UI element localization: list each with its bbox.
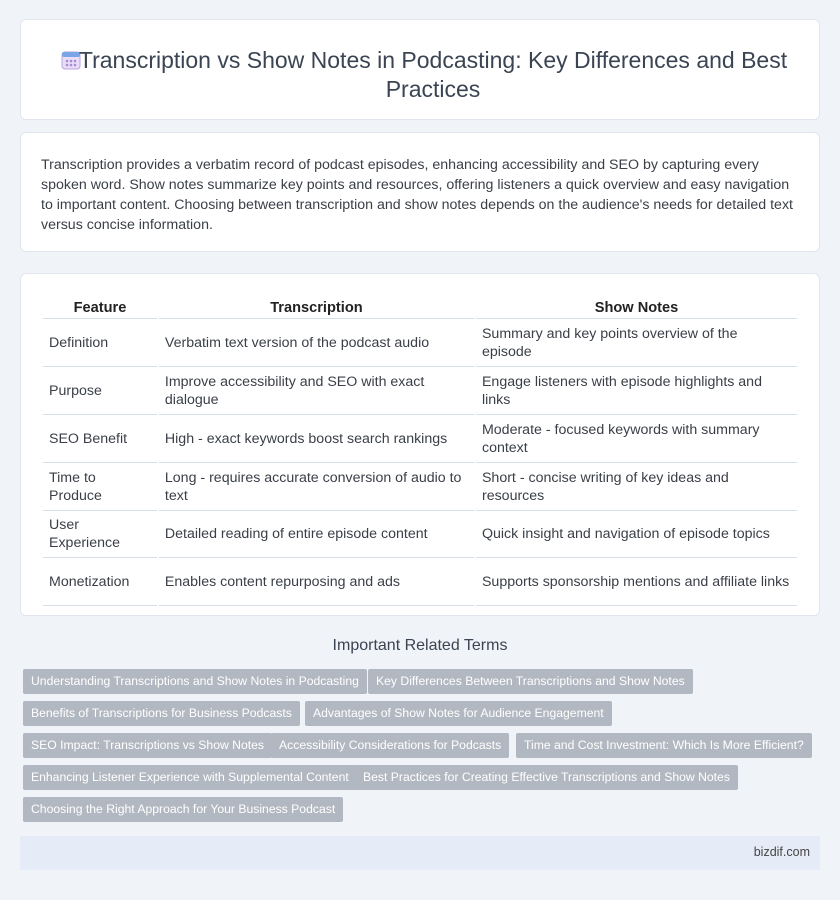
header-card	[20, 19, 820, 120]
cell-feature: SEO Benefit	[43, 415, 157, 463]
page-title: Transcription vs Show Notes in Podcasting: Key Differences and Best Practices	[78, 47, 788, 102]
header-transcription: Transcription	[159, 294, 474, 319]
table-row	[43, 319, 797, 367]
related-term-tag[interactable]: Choosing the Right Approach for Your Business Podcast	[23, 797, 343, 822]
related-term-tag[interactable]: Enhancing Listener Experience with Supplemental Content	[23, 765, 357, 790]
cell-feature: Monetization	[43, 558, 157, 606]
cell-show-notes: Supports sponsorship mentions and affiliate links	[476, 558, 797, 606]
header-feature: Feature	[43, 294, 157, 319]
cell-transcription: Verbatim text version of the podcast audio	[159, 319, 474, 367]
table-row	[43, 415, 797, 463]
cell-feature: User Experience	[43, 511, 157, 558]
table-header-row	[43, 294, 797, 319]
related-terms-heading: Important Related Terms	[332, 637, 508, 654]
related-term-tag[interactable]: Benefits of Transcriptions for Business Podcasts	[23, 701, 300, 726]
table-row	[43, 367, 797, 415]
comparison-table	[41, 294, 799, 606]
cell-feature: Purpose	[43, 367, 157, 415]
related-term-tag[interactable]: Understanding Transcriptions and Show Notes in Podcasting	[23, 669, 367, 694]
cell-show-notes: Quick insight and navigation of episode topics	[476, 511, 797, 558]
cell-transcription: Enables content repurposing and ads	[159, 558, 474, 606]
related-term-tag[interactable]: SEO Impact: Transcriptions vs Show Notes	[23, 733, 272, 758]
cell-transcription: High - exact keywords boost search rankings	[159, 415, 474, 463]
related-term-tag[interactable]: Time and Cost Investment: Which Is More Efficient?	[516, 733, 812, 758]
table-row	[43, 463, 797, 511]
cell-show-notes: Moderate - focused keywords with summary context	[476, 415, 797, 463]
related-term-tag[interactable]: Key Differences Between Transcriptions and Show Notes	[368, 669, 693, 694]
footer-site-link[interactable]: bizdif.com	[753, 845, 810, 859]
table-row	[43, 558, 797, 606]
table-row	[43, 511, 797, 558]
cell-transcription: Improve accessibility and SEO with exact dialogue	[159, 367, 474, 415]
intro-card	[20, 132, 820, 252]
related-term-tag[interactable]: Accessibility Considerations for Podcasts	[271, 733, 509, 758]
intro-paragraph: Transcription provides a verbatim record of podcast episodes, enhancing accessibility and SEO by capturing every spoken word. Show notes summarize key points and resources, offering listeners a quick overview and easy navigation to important content. Choosing between transcription and show notes depends on the audience's needs for detailed text versus concise information.	[41, 157, 793, 233]
footer	[20, 836, 820, 870]
cell-feature: Time to Produce	[43, 463, 157, 511]
cell-show-notes: Short - concise writing of key ideas and resources	[476, 463, 797, 511]
related-term-tag[interactable]: Best Practices for Creating Effective Transcriptions and Show Notes	[355, 765, 738, 790]
header-show-notes: Show Notes	[476, 294, 797, 319]
comparison-table-card	[20, 273, 820, 616]
related-term-tag[interactable]: Advantages of Show Notes for Audience Engagement	[305, 701, 612, 726]
cell-transcription: Long - requires accurate conversion of audio to text	[159, 463, 474, 511]
cell-show-notes: Summary and key points overview of the episode	[476, 319, 797, 367]
cell-feature: Definition	[43, 319, 157, 367]
cell-show-notes: Engage listeners with episode highlights and links	[476, 367, 797, 415]
cell-transcription: Detailed reading of entire episode content	[159, 511, 474, 558]
